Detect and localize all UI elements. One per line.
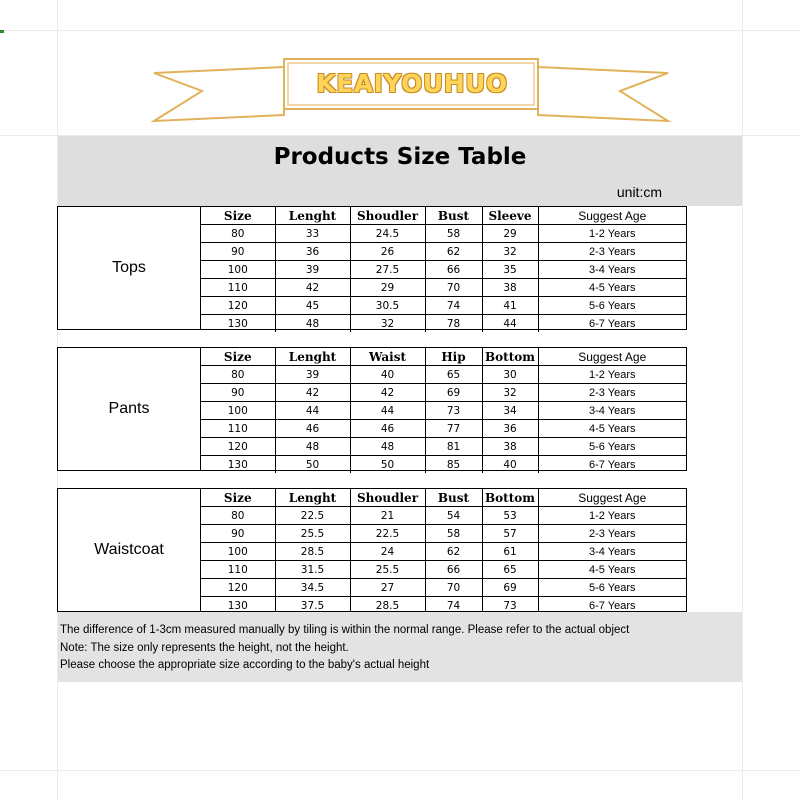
table-cell: 34.5	[275, 579, 350, 597]
table-cell: 69	[425, 384, 482, 402]
table-row	[201, 261, 686, 279]
table-cell: 44	[482, 315, 538, 333]
table-cell: 54	[425, 507, 482, 525]
column-header: Sleeve	[482, 207, 538, 225]
table-cell: 41	[482, 297, 538, 315]
table-cell: 3-4 Years	[538, 261, 686, 279]
table-cell: 73	[425, 402, 482, 420]
size-section-waistcoat	[57, 488, 687, 612]
brand-logo	[284, 58, 540, 108]
column-header: Shoudler	[350, 489, 425, 507]
table-cell: 74	[425, 597, 482, 615]
table-cell: 45	[275, 297, 350, 315]
table-cell: 80	[201, 507, 275, 525]
table-cell: 120	[201, 438, 275, 456]
table-cell: 120	[201, 297, 275, 315]
table-cell: 25.5	[350, 561, 425, 579]
table-header-row	[201, 207, 686, 225]
table-row	[201, 315, 686, 333]
table-cell: 100	[201, 261, 275, 279]
table-cell: 90	[201, 384, 275, 402]
table-cell: 5-6 Years	[538, 297, 686, 315]
table-cell: 77	[425, 420, 482, 438]
table-cell: 26	[350, 243, 425, 261]
table-cell: 1-2 Years	[538, 225, 686, 243]
table-cell: 48	[275, 438, 350, 456]
table-cell: 27	[350, 579, 425, 597]
table-cell: 36	[482, 420, 538, 438]
notes-box	[58, 612, 742, 682]
column-header: Bust	[425, 207, 482, 225]
table-cell: 120	[201, 579, 275, 597]
table-cell: 62	[425, 543, 482, 561]
table-cell: 42	[350, 384, 425, 402]
note-line: Please choose the appropriate size according to the baby's actual height	[60, 659, 430, 671]
table-cell: 40	[350, 366, 425, 384]
column-header: Size	[201, 489, 275, 507]
brand-name: KEAIYOUHUO	[316, 68, 508, 98]
table-cell: 69	[482, 579, 538, 597]
table-cell: 100	[201, 543, 275, 561]
column-header: Bottom	[482, 489, 538, 507]
table-cell: 48	[350, 438, 425, 456]
table-cell: 90	[201, 525, 275, 543]
table-row	[201, 384, 686, 402]
column-header: Bust	[425, 489, 482, 507]
table-row	[201, 525, 686, 543]
column-header: Lenght	[275, 489, 350, 507]
column-header: Lenght	[275, 348, 350, 366]
table-cell: 62	[425, 243, 482, 261]
column-header: Suggest Age	[538, 207, 686, 225]
table-cell: 5-6 Years	[538, 579, 686, 597]
note-line: Note: The size only represents the height, not the height.	[60, 641, 349, 654]
page-title: Products Size Table	[273, 144, 527, 170]
table-cell: 85	[425, 456, 482, 474]
table-cell: 130	[201, 597, 275, 615]
table-cell: 70	[425, 279, 482, 297]
column-header: Size	[201, 348, 275, 366]
table-cell: 80	[201, 366, 275, 384]
table-cell: 130	[201, 315, 275, 333]
table-row	[201, 456, 686, 474]
gridline	[0, 30, 800, 31]
table-cell: 30	[482, 366, 538, 384]
table-cell: 24	[350, 543, 425, 561]
table-row	[201, 438, 686, 456]
table-cell: 4-5 Years	[538, 279, 686, 297]
table-cell: 130	[201, 456, 275, 474]
table-cell: 33	[275, 225, 350, 243]
table-cell: 32	[350, 315, 425, 333]
table-cell: 22.5	[350, 525, 425, 543]
table-cell: 50	[275, 456, 350, 474]
table-header-row	[201, 489, 686, 507]
table-cell: 74	[425, 297, 482, 315]
table-header-row	[201, 348, 686, 366]
section-label: Waistcoat	[58, 489, 201, 611]
table-cell: 46	[350, 420, 425, 438]
table-cell: 34	[482, 402, 538, 420]
table-cell: 2-3 Years	[538, 243, 686, 261]
table-row	[201, 420, 686, 438]
table-cell: 28.5	[350, 597, 425, 615]
cell-marker-icon	[0, 30, 4, 33]
table-cell: 39	[275, 261, 350, 279]
column-header: Bottom	[482, 348, 538, 366]
table-cell: 53	[482, 507, 538, 525]
table-cell: 58	[425, 225, 482, 243]
table-cell: 80	[201, 225, 275, 243]
column-header: Shoudler	[350, 207, 425, 225]
table-cell: 24.5	[350, 225, 425, 243]
table-row	[201, 543, 686, 561]
table-cell: 50	[350, 456, 425, 474]
table-cell: 44	[275, 402, 350, 420]
table-cell: 48	[275, 315, 350, 333]
table-cell: 22.5	[275, 507, 350, 525]
table-cell: 3-4 Years	[538, 543, 686, 561]
table-cell: 37.5	[275, 597, 350, 615]
table-cell: 29	[482, 225, 538, 243]
size-section-tops	[57, 206, 687, 330]
table-cell: 110	[201, 279, 275, 297]
table-cell: 31.5	[275, 561, 350, 579]
table-cell: 39	[275, 366, 350, 384]
table-cell: 46	[275, 420, 350, 438]
table-cell: 4-5 Years	[538, 420, 686, 438]
column-header: Lenght	[275, 207, 350, 225]
table-cell: 58	[425, 525, 482, 543]
table-cell: 28.5	[275, 543, 350, 561]
table-cell: 36	[275, 243, 350, 261]
table-cell: 70	[425, 579, 482, 597]
table-cell: 44	[350, 402, 425, 420]
table-cell: 2-3 Years	[538, 525, 686, 543]
note-line: The difference of 1-3cm measured manually by tiling is within the normal range. Please refer to the actual object	[60, 624, 630, 636]
gridline	[0, 770, 800, 771]
table-cell: 5-6 Years	[538, 438, 686, 456]
table-cell: 40	[482, 456, 538, 474]
table-cell: 6-7 Years	[538, 315, 686, 333]
section-label: Tops	[58, 207, 201, 329]
table-cell: 73	[482, 597, 538, 615]
table-row	[201, 579, 686, 597]
table-cell: 65	[425, 366, 482, 384]
table-cell: 3-4 Years	[538, 402, 686, 420]
table-cell: 66	[425, 261, 482, 279]
table-cell: 25.5	[275, 525, 350, 543]
table-cell: 32	[482, 243, 538, 261]
column-header: Size	[201, 207, 275, 225]
table-row	[201, 243, 686, 261]
size-table	[201, 489, 686, 614]
table-cell: 2-3 Years	[538, 384, 686, 402]
column-header: Suggest Age	[538, 489, 686, 507]
table-cell: 29	[350, 279, 425, 297]
table-cell: 32	[482, 384, 538, 402]
table-cell: 38	[482, 438, 538, 456]
table-cell: 1-2 Years	[538, 366, 686, 384]
table-cell: 81	[425, 438, 482, 456]
table-cell: 21	[350, 507, 425, 525]
table-cell: 65	[482, 561, 538, 579]
table-row	[201, 225, 686, 243]
table-cell: 90	[201, 243, 275, 261]
table-cell: 78	[425, 315, 482, 333]
size-table	[201, 207, 686, 332]
column-header: Suggest Age	[538, 348, 686, 366]
column-header: Hip	[425, 348, 482, 366]
table-cell: 100	[201, 402, 275, 420]
table-row	[201, 366, 686, 384]
table-cell: 4-5 Years	[538, 561, 686, 579]
table-cell: 110	[201, 420, 275, 438]
table-row	[201, 279, 686, 297]
table-row	[201, 507, 686, 525]
size-table	[201, 348, 686, 473]
table-cell: 42	[275, 279, 350, 297]
section-label: Pants	[58, 348, 201, 470]
table-cell: 6-7 Years	[538, 597, 686, 615]
gridline	[742, 0, 743, 800]
table-cell: 61	[482, 543, 538, 561]
table-cell: 66	[425, 561, 482, 579]
column-header: Waist	[350, 348, 425, 366]
size-section-pants	[57, 347, 687, 471]
table-cell: 57	[482, 525, 538, 543]
unit-label: unit:cm	[616, 184, 662, 200]
title-band	[58, 136, 742, 206]
table-row	[201, 561, 686, 579]
table-cell: 1-2 Years	[538, 507, 686, 525]
table-cell: 27.5	[350, 261, 425, 279]
table-cell: 30.5	[350, 297, 425, 315]
table-cell: 35	[482, 261, 538, 279]
table-cell: 38	[482, 279, 538, 297]
table-cell: 42	[275, 384, 350, 402]
table-row	[201, 297, 686, 315]
table-row	[201, 402, 686, 420]
table-cell: 6-7 Years	[538, 456, 686, 474]
table-cell: 110	[201, 561, 275, 579]
